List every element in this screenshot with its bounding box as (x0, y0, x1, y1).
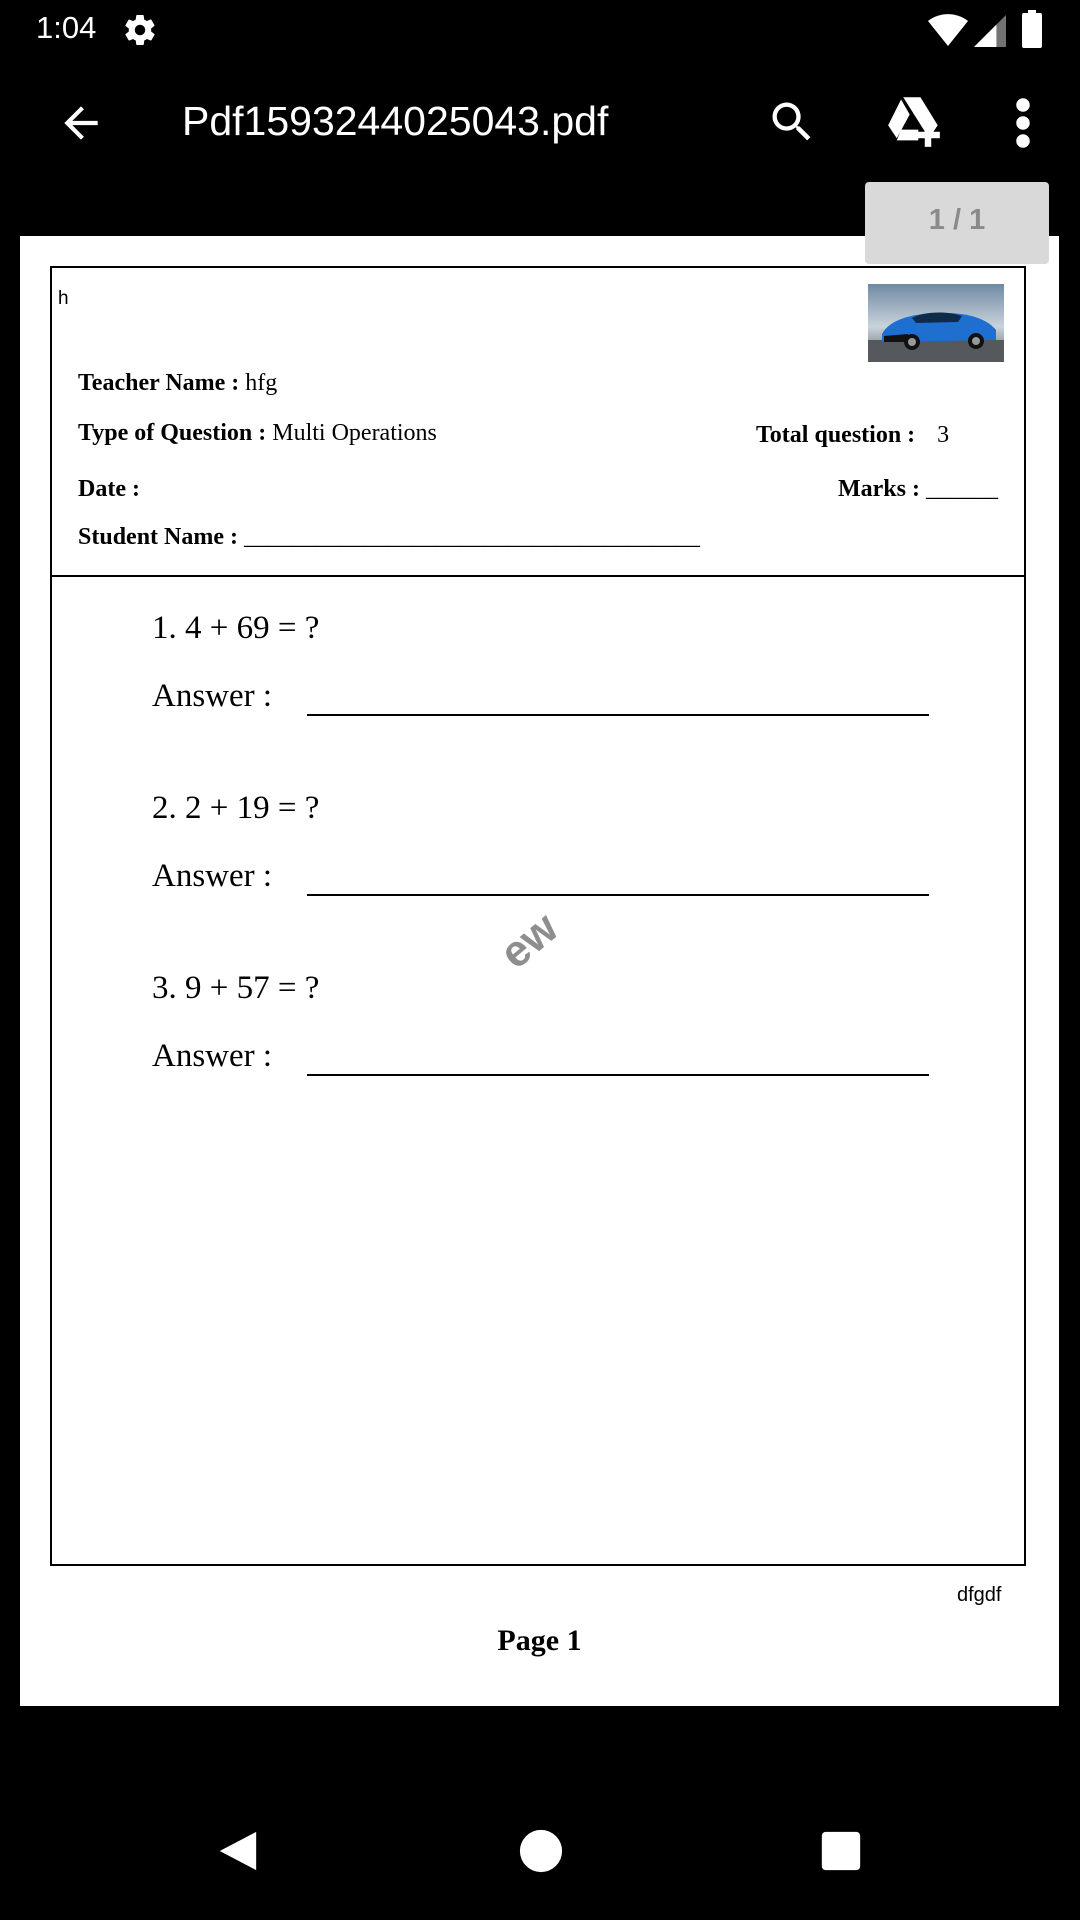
watermark: ew (490, 902, 568, 979)
corner-label: h (58, 288, 69, 309)
marks-label: Marks : (838, 476, 920, 502)
cell-signal-icon (974, 14, 1006, 48)
question-3: 3. 9 + 57 = ? (152, 970, 320, 1006)
student-name-label: Student Name : (78, 524, 238, 550)
question-type-row (78, 420, 437, 447)
teacher-name-row (78, 370, 277, 397)
question-type-value: Multi Operations (272, 420, 437, 446)
search-icon[interactable] (766, 96, 818, 148)
footer-note: dfgdf (957, 1584, 1002, 1606)
more-options-icon[interactable] (1010, 96, 1036, 150)
pdf-page[interactable] (20, 236, 1059, 1706)
back-arrow-icon[interactable] (56, 98, 106, 148)
question-2: 2. 2 + 19 = ? (152, 790, 320, 826)
nav-back-icon[interactable] (214, 1828, 260, 1874)
answer-line-3 (307, 1074, 929, 1076)
navigation-bar (0, 1780, 1080, 1920)
wifi-icon (928, 14, 968, 48)
status-bar (0, 0, 1080, 62)
answer-line-2 (307, 894, 929, 896)
student-name-row (78, 524, 700, 551)
clock: 1:04 (36, 10, 97, 45)
answer-line-1 (307, 714, 929, 716)
answer-label-3: Answer : (152, 1038, 273, 1074)
page-number: Page 1 (497, 1624, 582, 1657)
document-title: Pdf1593244025043.pdf (182, 98, 609, 144)
teacher-name-value: hfg (245, 370, 278, 396)
total-question-row (756, 422, 949, 449)
nav-home-icon[interactable] (518, 1828, 564, 1874)
page-indicator (865, 182, 1049, 264)
marks-row (838, 476, 998, 503)
app-toolbar (0, 62, 1080, 182)
total-question-label: Total question : (756, 422, 916, 448)
gear-icon (122, 12, 158, 48)
marks-blank: ______ (925, 476, 998, 502)
page-indicator-text: 1 / 1 (928, 204, 986, 236)
nav-recents-icon[interactable] (818, 1828, 864, 1874)
add-to-drive-icon[interactable] (886, 94, 942, 148)
answer-label-1: Answer : (152, 678, 273, 714)
date-row (78, 476, 140, 503)
answer-label-2: Answer : (152, 858, 273, 894)
battery-icon (1022, 10, 1042, 48)
student-name-blank: ______________________________________ (244, 524, 700, 550)
total-question-value: 3 (937, 422, 950, 448)
teacher-name-label: Teacher Name : (78, 370, 240, 396)
car-image (868, 284, 1004, 362)
header-divider (52, 575, 1024, 577)
question-1: 1. 4 + 69 = ? (152, 610, 320, 646)
date-label: Date : (78, 476, 140, 502)
question-type-label: Type of Question : (78, 420, 267, 446)
